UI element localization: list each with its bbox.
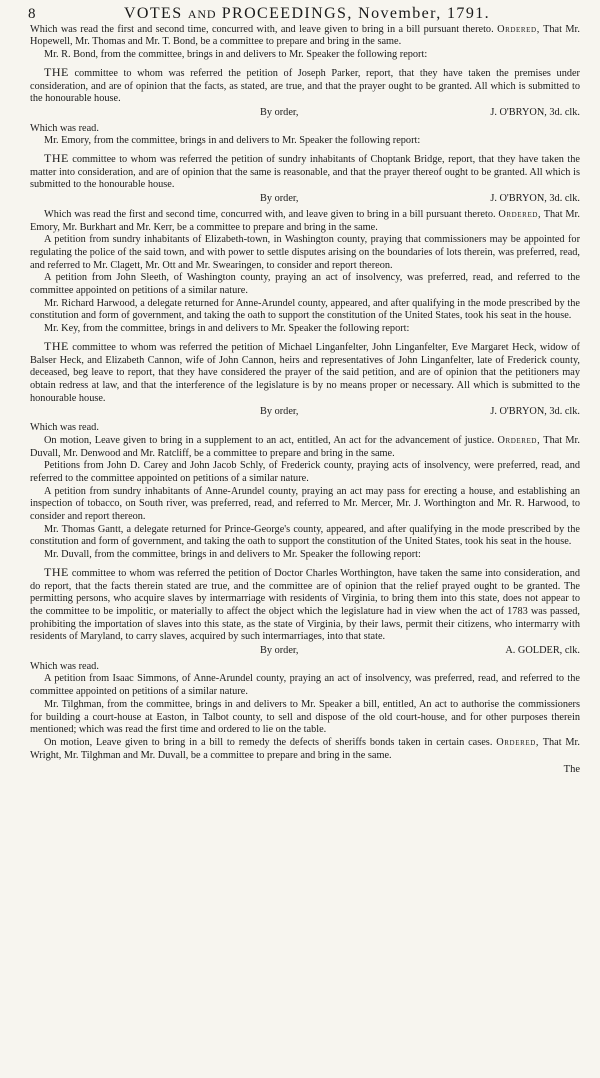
committee-report bbox=[30, 566, 580, 644]
paragraph bbox=[30, 549, 580, 562]
paragraph-text: Which was read. bbox=[30, 422, 99, 434]
by-order-line bbox=[30, 406, 580, 419]
catchword: The bbox=[563, 764, 580, 776]
page-number: 8 bbox=[28, 6, 37, 22]
report-lead-word: THE bbox=[44, 338, 69, 353]
report-text: committee to whom was referred the petition of sundry inhabitants of Choptank Bridge, report, that they have taken the matter into consideration, and are of opinion that the same is reasonable, and that the prayer thereof ought to be granted. All which is submitted to the honourable house. bbox=[30, 154, 580, 191]
paragraph-text: That Mr. Hopewell, Mr. Thomas and Mr. T. Bond, be a committee to prepare and bring in the same. bbox=[30, 23, 580, 48]
paragraph-text: Petitions from John D. Carey and John Jacob Schly, of Frederick county, praying acts of insolvency, were preferred, read, and referred to the committee appointed on petitions of a similar nature. bbox=[30, 460, 580, 484]
paragraph bbox=[30, 460, 580, 485]
paragraph bbox=[30, 524, 580, 549]
report-lead-word: THE bbox=[44, 151, 69, 166]
by-order-label: By order, bbox=[260, 406, 299, 418]
paragraph-text: Mr. Tilghman, from the committee, brings in and delivers to Mr. Speaker a bill, entitled, An act to authorise the commissioners for building a court-house at Easton, in Talbot county, to sell and dispose of the old court-house, and for other purposes therein mentioned; which was read the first time and ordered to lie on the table. bbox=[30, 698, 580, 736]
by-order-line bbox=[30, 193, 580, 206]
paragraph-text: Mr. Key, from the committee, brings in and delivers to Mr. Speaker the following report: bbox=[44, 323, 410, 335]
paragraph bbox=[30, 737, 580, 762]
ordered-keyword: Ordered, bbox=[498, 208, 542, 220]
paragraph-text: Which was read the first and second time, concurred with, and leave given to bring in a bill pursuant thereto. bbox=[30, 23, 498, 35]
document-body bbox=[30, 24, 580, 763]
paragraph-text: On motion, Leave given to bring in a bill to remedy the defects of sheriffs bonds taken in certain cases. bbox=[44, 736, 497, 748]
paragraph bbox=[30, 24, 580, 49]
by-order-label: By order, bbox=[260, 193, 299, 205]
paragraph bbox=[30, 699, 580, 737]
committee-report bbox=[30, 66, 580, 106]
paragraph-text: That Mr. Duvall, Mr. Denwood and Mr. Ratcliff, be a committee to prepare and bring in the same. bbox=[30, 434, 580, 459]
ordered-keyword: Ordered, bbox=[496, 736, 540, 748]
paragraph-text: Which was read. bbox=[30, 660, 99, 672]
paragraph bbox=[30, 435, 580, 460]
paragraph bbox=[30, 422, 580, 435]
ordered-keyword: Ordered, bbox=[497, 434, 541, 446]
ordered-keyword: Ordered, bbox=[497, 23, 540, 35]
paragraph bbox=[30, 135, 580, 148]
paragraph bbox=[30, 272, 580, 297]
clerk-signature: J. O'BRYON, 3d. clk. bbox=[490, 106, 580, 118]
committee-report bbox=[30, 152, 580, 192]
clerk-signature: J. O'BRYON, 3d. clk. bbox=[490, 193, 580, 205]
paragraph bbox=[30, 673, 580, 698]
clerk-signature: J. O'BRYON, 3d. clk. bbox=[490, 406, 580, 418]
paragraph-text: A petition from sundry inhabitants of Elizabeth-town, in Washington county, praying that commissioners may be appointed for regulating the police of the said town, and with power to settle disputes arising on the boundaries of lots therein, was preferred, read, and referred to Mr. Clagett, Mr. Ott and Mr. Swearingen, to consider and report thereon. bbox=[30, 234, 580, 271]
paragraph bbox=[30, 49, 580, 62]
report-lead-word: THE bbox=[44, 564, 69, 579]
paragraph-text: Mr. Thomas Gantt, a delegate returned for Prince-George's county, appeared, and after qualifying in the mode prescribed by the constitution and form of government, and taking the oath to support the constitution of the United States, took his seat in the house. bbox=[30, 523, 580, 548]
page-header bbox=[28, 5, 580, 22]
paragraph-text: Mr. Duvall, from the committee, brings in and delivers to Mr. Speaker the following report: bbox=[44, 549, 421, 561]
paragraph-text: Which was read the first and second time, concurred with, and leave given to bring in a bill pursuant thereto. bbox=[44, 208, 499, 220]
report-lead-word: THE bbox=[44, 64, 69, 79]
paragraph-text: That Mr. Wright, Mr. Tilghman and Mr. Duvall, be a committee to prepare and bring in the same. bbox=[30, 736, 580, 761]
paragraph bbox=[30, 234, 580, 272]
report-text: committee to whom was referred the petition of Michael Linganfelter, John Linganfelter, Eve Margaret Heck, widow of Balser Heck, and Elizabeth Cannon, wife of John Cannon, heirs and representatives of John Linganfelter, late of Frederick county, deceased, beg leave to report, that they have considered the prayer of the said petition, and are of opinion that the petitioners may obtain redress at law, and that the interference of the legislature is by no means proper or necessary. All which is submitted to the honourable house. bbox=[30, 341, 580, 404]
by-order-label: By order, bbox=[260, 106, 299, 118]
clerk-signature: A. GOLDER, clk. bbox=[505, 645, 580, 657]
by-order-line bbox=[30, 107, 580, 120]
paragraph-text: A petition from John Sleeth, of Washington county, praying an act of insolvency, was preferred, read, and referred to the committee appointed on petitions of a similar nature. bbox=[30, 272, 580, 297]
report-text: committee to whom was referred the petition of Doctor Charles Worthington, have taken the same into consideration, and do report, that the facts therein stated are true, and the committee are of opinion that the relief prayed ought to be granted. The permitting persons, who acquire slaves by intermarriage with residents of Virginia, to bring them into this state, does not appear to the committee to be impolitic, or materially to affect the object which the legislature had in view when the act of 1783 was passed, prohibiting the importation of slaves into this state, as the state of Virginia, by their laws, permit their citizens, who intermarry with residents of Maryland, to carry slaves, acquired by such intermarriages, into that state. bbox=[30, 567, 580, 643]
page-title: VOTES AND PROCEEDINGS, November, 1791. bbox=[123, 5, 491, 22]
report-text: committee to whom was referred the petition of Joseph Parker, report, that they have taken the premises under consideration, and are of opinion that the facts, as stated, are true, and that the prayer ought to be granted. All which is submitted to the honourable house. bbox=[30, 67, 580, 105]
paragraph-text: A petition from sundry inhabitants of Anne-Arundel county, praying an act may pass for erecting a house, and establishing an inspection of tobacco, on South river, was preferred, read, and referred to Mr. Mercer, Mr. J. Worthington and Mr. R. Harwood, to consider and report thereon. bbox=[30, 485, 580, 523]
committee-report bbox=[30, 340, 580, 406]
paragraph bbox=[30, 661, 580, 674]
paragraph-text: Mr. R. Bond, from the committee, brings in and delivers to Mr. Speaker the following report: bbox=[44, 49, 428, 61]
paragraph-text: A petition from Isaac Simmons, of Anne-Arundel county, praying an act of insolvency, was preferred, read, and referred to the committee appointed on petitions of a similar nature. bbox=[30, 673, 580, 698]
by-order-line bbox=[30, 645, 580, 658]
paragraph-text: Which was read. bbox=[30, 122, 99, 134]
paragraph-text: Mr. Richard Harwood, a delegate returned for Anne-Arundel county, appeared, and after qualifying in the mode prescribed by the constitution and form of government, and taking the oath to support the constitution of the United States, took his seat in the house. bbox=[30, 297, 580, 322]
by-order-label: By order, bbox=[260, 645, 299, 657]
paragraph bbox=[30, 323, 580, 336]
paragraph bbox=[30, 123, 580, 136]
paragraph bbox=[30, 298, 580, 323]
paragraph bbox=[30, 486, 580, 524]
paragraph-text: That Mr. Emory, Mr. Burkhart and Mr. Kerr, be a committee to prepare and bring in the same. bbox=[30, 208, 580, 233]
paragraph-text: On motion, Leave given to bring in a supplement to an act, entitled, An act for the advancement of justice. bbox=[44, 434, 498, 446]
paragraph bbox=[30, 209, 580, 234]
paragraph-text: Mr. Emory, from the committee, brings in and delivers to Mr. Speaker the following report: bbox=[44, 135, 421, 147]
